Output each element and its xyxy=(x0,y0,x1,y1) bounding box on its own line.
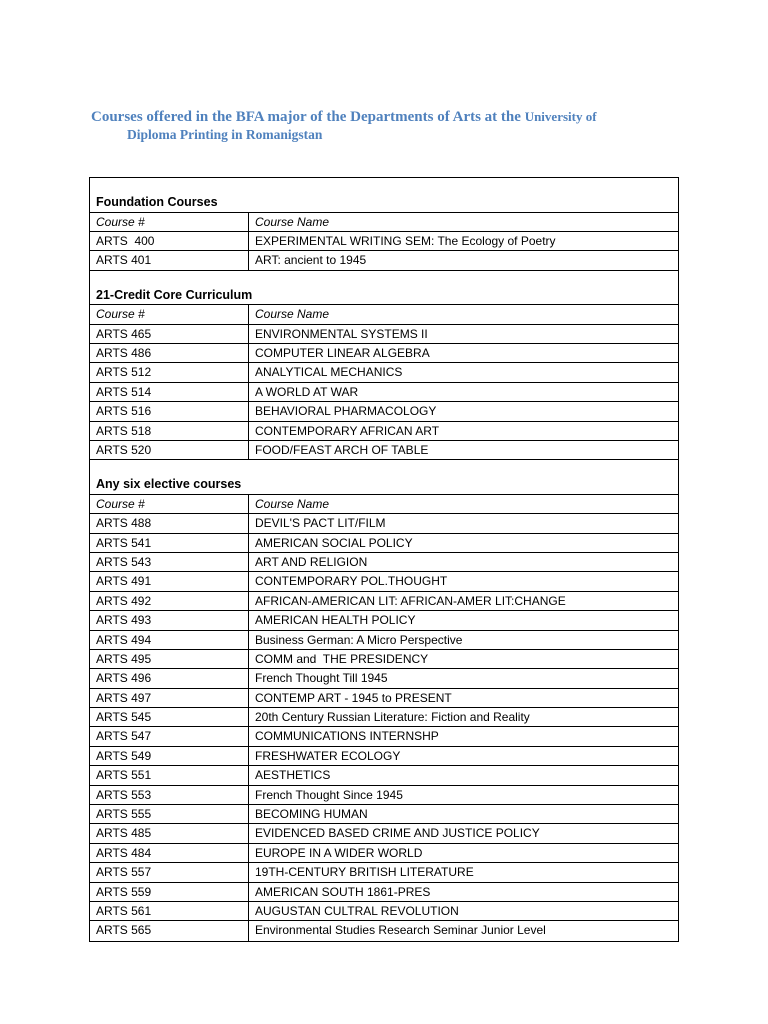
course-name-cell: BECOMING HUMAN xyxy=(255,807,368,822)
course-name-cell: CONTEMP ART - 1945 to PRESENT xyxy=(255,690,452,705)
course-number-cell: ARTS 496 xyxy=(90,669,249,687)
column-header-course-name: Course Name xyxy=(255,496,330,511)
column-header-course-number: Course # xyxy=(90,213,249,231)
table-row xyxy=(90,383,678,402)
course-name-cell: COMM and THE PRESIDENCY xyxy=(255,651,429,666)
column-header-course-name: Course Name xyxy=(255,307,330,322)
course-number-cell: ARTS 400 xyxy=(90,232,249,250)
column-header-course-name: Course Name xyxy=(255,214,330,229)
table-row xyxy=(90,727,678,746)
column-header-course-number: Course # xyxy=(90,305,249,323)
course-number-cell: ARTS 492 xyxy=(90,592,249,610)
column-header-row xyxy=(90,495,678,514)
table-row xyxy=(90,631,678,650)
table-row xyxy=(90,534,678,553)
course-name-cell: DEVIL'S PACT LIT/FILM xyxy=(255,516,386,531)
course-name-cell: 19TH-CENTURY BRITISH LITERATURE xyxy=(255,865,474,880)
course-number-cell: ARTS 484 xyxy=(90,844,249,862)
table-row xyxy=(90,863,678,882)
table-row xyxy=(90,553,678,572)
table-row xyxy=(90,902,678,921)
course-number-cell: ARTS 541 xyxy=(90,534,249,552)
course-number-cell: ARTS 494 xyxy=(90,631,249,649)
table-row xyxy=(90,592,678,611)
course-name-cell: A WORLD AT WAR xyxy=(255,384,359,399)
course-name-cell: COMMUNICATIONS INTERNSHP xyxy=(255,729,439,744)
table-row xyxy=(90,805,678,824)
table-row xyxy=(90,650,678,669)
course-name-cell: FRESHWATER ECOLOGY xyxy=(255,748,401,763)
course-number-cell: ARTS 551 xyxy=(90,766,249,784)
section-heading: Any six elective courses xyxy=(90,460,678,495)
course-number-cell: ARTS 497 xyxy=(90,689,249,707)
table-row xyxy=(90,344,678,363)
course-number-cell: ARTS 465 xyxy=(90,325,249,343)
course-name-cell: AESTHETICS xyxy=(255,768,331,783)
course-name-cell: COMPUTER LINEAR ALGEBRA xyxy=(255,345,430,360)
course-number-cell: ARTS 495 xyxy=(90,650,249,668)
course-number-cell: ARTS 549 xyxy=(90,747,249,765)
course-name-cell: AUGUSTAN CULTRAL REVOLUTION xyxy=(255,904,459,918)
table-row xyxy=(90,514,678,533)
table-row xyxy=(90,747,678,766)
document-title-university: University of xyxy=(524,109,597,124)
table-row xyxy=(90,251,678,270)
course-number-cell: ARTS 512 xyxy=(90,363,249,381)
table-row xyxy=(90,883,678,902)
course-number-cell: ARTS 553 xyxy=(90,786,249,804)
document-title xyxy=(91,107,597,127)
table-row xyxy=(90,572,678,591)
table-row xyxy=(90,766,678,785)
course-number-cell: ARTS 518 xyxy=(90,422,249,440)
table-row xyxy=(90,669,678,688)
course-name-cell: ANALYTICAL MECHANICS xyxy=(255,365,403,380)
course-number-cell: ARTS 514 xyxy=(90,383,249,401)
course-name-cell: 20th Century Russian Literature: Fiction and Reality xyxy=(255,710,530,725)
course-number-cell: ARTS 485 xyxy=(90,824,249,842)
course-number-cell: ARTS 516 xyxy=(90,402,249,420)
course-number-cell: ARTS 486 xyxy=(90,344,249,362)
course-name-cell: French Thought Since 1945 xyxy=(255,787,403,802)
section-heading: 21-Credit Core Curriculum xyxy=(90,271,678,306)
course-name-cell: CONTEMPORARY AFRICAN ART xyxy=(255,423,440,438)
table-row xyxy=(90,402,678,421)
course-number-cell: ARTS 543 xyxy=(90,553,249,571)
course-number-cell: ARTS 491 xyxy=(90,572,249,590)
table-row xyxy=(90,325,678,344)
course-number-cell: ARTS 565 xyxy=(90,921,249,940)
course-name-cell: AMERICAN SOCIAL POLICY xyxy=(255,535,413,550)
course-name-cell: BEHAVIORAL PHARMACOLOGY xyxy=(255,404,437,419)
table-row xyxy=(90,786,678,805)
course-name-cell: Business German: A Micro Perspective xyxy=(255,632,463,647)
table-row xyxy=(90,689,678,708)
course-number-cell: ARTS 557 xyxy=(90,863,249,881)
column-header-row xyxy=(90,213,678,232)
course-name-cell: EVIDENCED BASED CRIME AND JUSTICE POLICY xyxy=(255,826,540,841)
table-row xyxy=(90,844,678,863)
course-number-cell: ARTS 545 xyxy=(90,708,249,726)
course-number-cell: ARTS 555 xyxy=(90,805,249,823)
course-name-cell: French Thought Till 1945 xyxy=(255,671,388,686)
table-row xyxy=(90,611,678,630)
course-name-cell: Environmental Studies Research Seminar Junior Level xyxy=(255,923,546,938)
column-header-row xyxy=(90,305,678,324)
course-number-cell: ARTS 561 xyxy=(90,902,249,920)
course-name-cell: AFRICAN-AMERICAN LIT: AFRICAN-AMER LIT:CHANGE xyxy=(255,593,566,608)
course-number-cell: ARTS 559 xyxy=(90,883,249,901)
table-row xyxy=(90,363,678,382)
column-header-course-number: Course # xyxy=(90,495,249,513)
course-name-cell: ENVIRONMENTAL SYSTEMS II xyxy=(255,326,428,341)
table-row xyxy=(90,441,678,460)
table-row xyxy=(90,921,678,940)
course-number-cell: ARTS 493 xyxy=(90,611,249,629)
table-row xyxy=(90,422,678,441)
course-name-cell: EUROPE IN A WIDER WORLD xyxy=(255,845,423,860)
course-number-cell: ARTS 520 xyxy=(90,441,249,459)
course-name-cell: AMERICAN HEALTH POLICY xyxy=(255,613,416,628)
section-heading: Foundation Courses xyxy=(90,178,678,213)
document-title-main: Courses offered in the BFA major of the Departments of Arts at the xyxy=(91,109,525,125)
course-number-cell: ARTS 401 xyxy=(90,251,249,269)
document-subtitle: Diploma Printing in Romanigstan xyxy=(127,127,323,142)
course-number-cell: ARTS 547 xyxy=(90,727,249,745)
course-number-cell: ARTS 488 xyxy=(90,514,249,532)
table-row xyxy=(90,824,678,843)
course-name-cell: AMERICAN SOUTH 1861-PRES xyxy=(255,884,431,899)
course-name-cell: EXPERIMENTAL WRITING SEM: The Ecology of Poetry xyxy=(255,233,556,248)
course-table xyxy=(89,177,679,942)
course-name-cell: CONTEMPORARY POL.THOUGHT xyxy=(255,574,448,589)
course-name-cell: FOOD/FEAST ARCH OF TABLE xyxy=(255,442,429,457)
table-row xyxy=(90,708,678,727)
course-name-cell: ART AND RELIGION xyxy=(255,554,368,569)
course-name-cell: ART: ancient to 1945 xyxy=(255,253,367,268)
table-row xyxy=(90,232,678,251)
